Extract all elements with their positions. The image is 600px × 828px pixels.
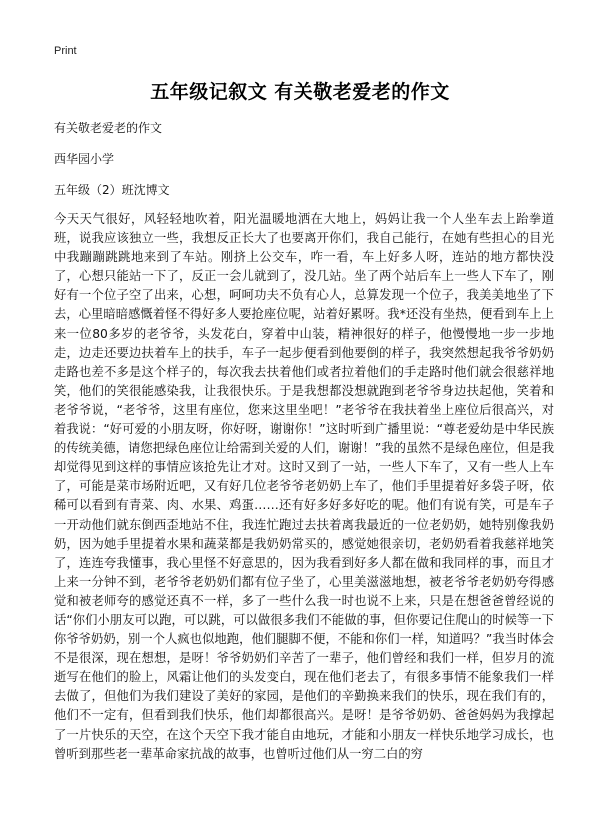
page-title: 五年级记叙文 有关敬老爱老的作文 (150, 81, 450, 103)
article-body: 今天天气很好，风轻轻地吹着，阳光温暖地洒在大地上，妈妈让我一个人坐车去上跆拳道班，说我应该独立一些，我想反正长大了也要离开你们，我自己能行，在她有些担心的目光中我蹦蹦跳跳地来到了车站。刚挤上公交车，咋一看，车上好多人呀，连站的地方都快没了，心想只能站一下了，反正一会儿就到了，没几站。坐了两个站后车上一些人下车了，刚好有一个位子空了出来，心想，呵呵功夫不负有心人，总算发现一个位子，我美美地坐了下去，心里暗暗感慨着怪不得好多人要抢座位呢，站着好累呀。我*还没有坐热，便看到车上上来一位80多岁的老爷爷，头发花白，穿着中山装，精神很好的样子，他慢慢地一步一步地走，边走还要边扶着车上的扶手，车子一起步便看到他要倒的样子，我突然想起我爷爷奶奶走路也差不多是这个样子的，每次我去扶着他们或者拉着他们的手走路时他们就会很慈祥地笑，他们的笑很能感染我，让我很快乐。于是我想都没想就跑到老爷爷身边扶起他，笑着和老爷爷说，“老爷爷，这里有座位，您来这里坐吧！”老爷爷在我扶着坐上座位后很高兴，对着我说：“好可爱的小朋友呀，你好呀，谢谢你！”这时听到广播里说：“尊老爱幼是中华民族的传统美德，请您把绿色座位让给需到关爱的人们，谢谢！”我的虽然不是绿色座位，但是我却觉得见到这样的事情应该抢先让才对。这时又到了一站，一些人下车了，又有一些人上车了，可能是菜市场附近吧，又有好几位老爷爷老奶奶上车了，他们手里提着好多袋子呀，依稀可以看到有青菜、肉、水果、鸡蛋……还有好多好多好吃的呢。他们有说有笑，可是车子一开动他们就东倒西歪地站不住，我连忙跑过去扶着离我最近的一位老奶奶，她特别像我奶奶，因为她手里提着水果和蔬菜都是我奶奶常买的，感觉她很亲切，老奶奶看着我慈祥地笑了，连连夸我懂事，我心里怪不好意思的，因为我看到好多人都在做和我同样的事，而且才上来一分钟不到，老爷爷老奶奶们都有位子坐了，心里美滋滋地想，被老爷爷老奶奶夸得感觉和被老师夸的感觉还真不一样，多了一些什么我一时也说不上来，只是在想爸爸曾经说的话“你们小朋友可以跑，可以跳，可以做很多我们不能做的事，但你要记住爬山的时候等一下你爷爷奶奶，别一个人疯也似地跑，他们腿脚不便，不能和你们一样，知道吗？”我当时体会不是很深，现在想想，是呀！爷爷奶奶们辛苦了一辈子，他们曾经和我们一样，但岁月的流逝写在他们的脸上，风霜让他们的头发变白，现在他们老去了，有很多事情不能象我们一样去做了，但他们为我们建设了美好的家园，是他们的辛勤换来我们的快乐，现在我们有的，他们不一定有，但看到我们快乐，他们却都很高兴。是呀！是爷爷奶奶、爸爸妈妈为我撑起了一片快乐的天空，在这个天空下我才能自由地玩，才能和小朋友一样快乐地学习成长，也曾听到那些老一辈革命家抗战的故事，也曾听过他们从一穷二白的穷 (54, 212, 554, 761)
subtitle: 有关敬老爱老的作文 (54, 121, 163, 135)
author-line: 五年级（2）班沈博文 (54, 183, 170, 197)
school-name: 西华园小学 (54, 152, 115, 166)
print-label: Print (54, 45, 77, 57)
